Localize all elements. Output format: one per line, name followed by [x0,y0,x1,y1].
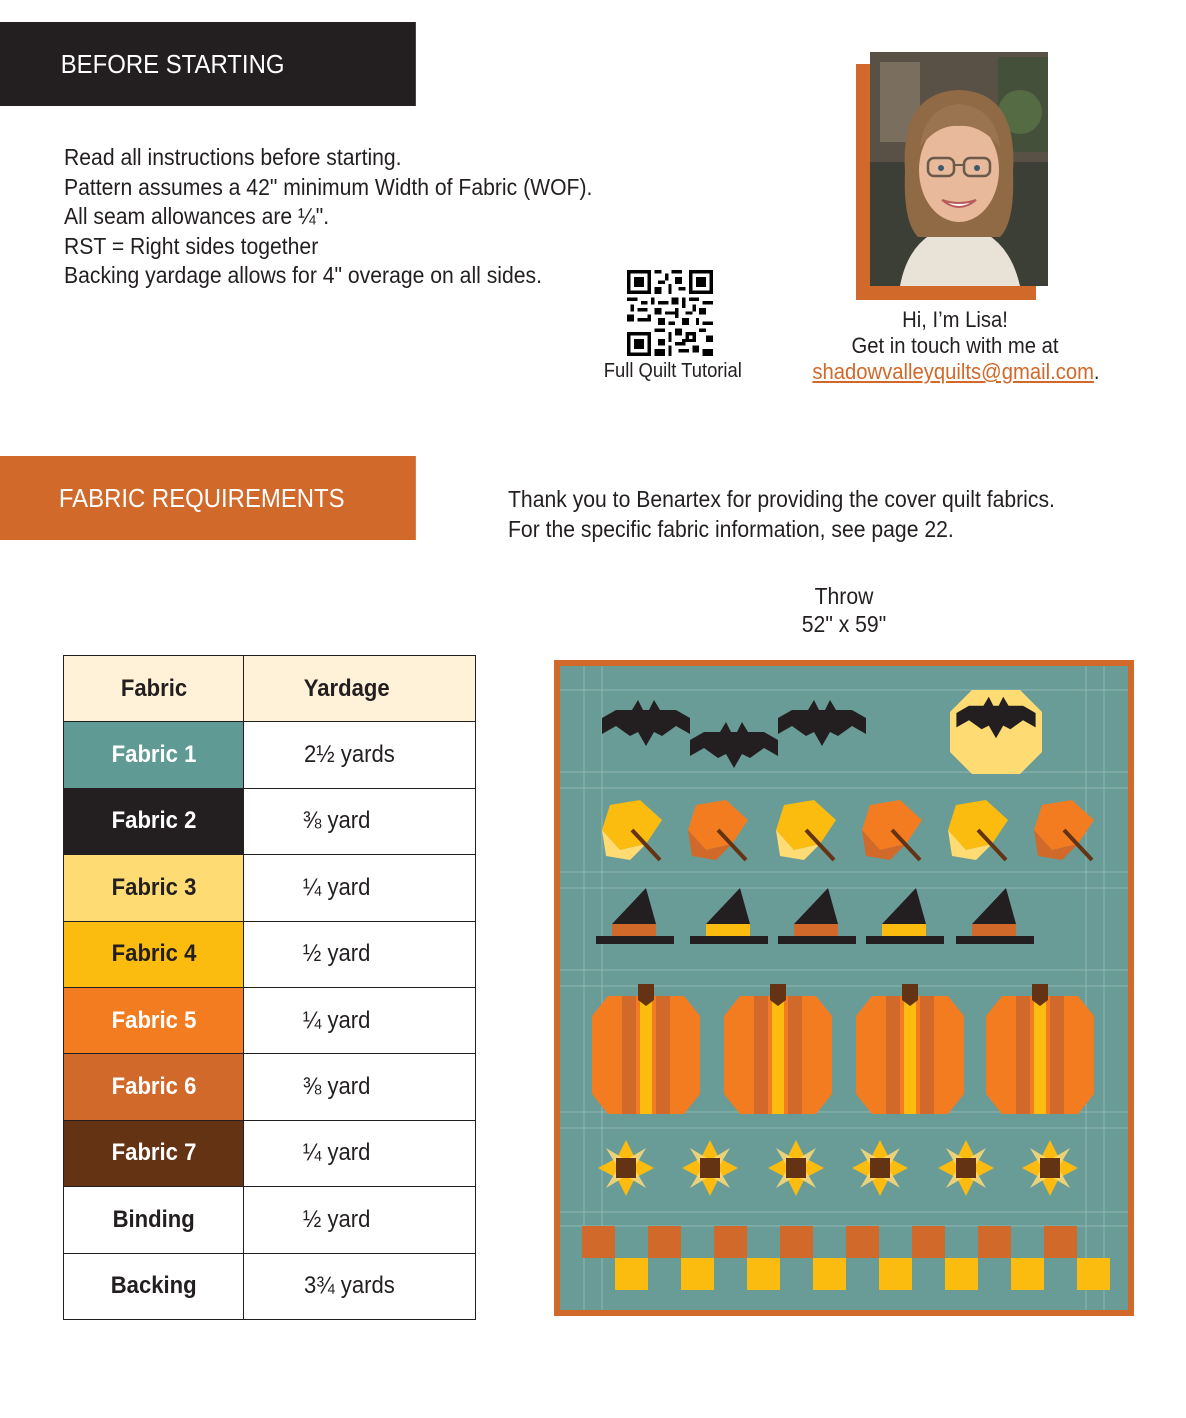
pumpkin-stripe [886,996,900,1114]
sunflower-center [786,1158,806,1178]
checker-square [747,1258,780,1290]
sunflower-center [956,1158,976,1178]
table-row [64,1253,476,1319]
checker-square [648,1226,681,1258]
instruction-line: All seam allowances are ¼". [64,203,330,229]
witch-hat-brim [866,936,944,944]
sunflower-center [616,1158,636,1178]
thanks-line: Thank you to Benartex for providing the cover quilt fabrics. [508,486,1055,512]
pumpkin-stripe [788,996,802,1114]
table-header-row [64,656,476,722]
yardage-cell: ¼ yard [244,987,476,1053]
checker-square [813,1258,846,1290]
size-name: Throw [814,583,874,609]
qr-caption: Full Quilt Tutorial [603,360,742,382]
instructions-list [64,143,592,291]
checker-square [912,1226,945,1258]
fabric-name-cell: Fabric 4 [64,921,244,987]
pumpkin-stripe [920,996,934,1114]
witch-hat-brim [596,936,674,944]
instruction-line: Pattern assumes a 42" minimum Width of Fabric (WOF). [64,173,593,200]
sunflower-center [700,1158,720,1178]
witch-hat-brim [778,936,856,944]
checker-square [846,1226,879,1258]
table-row [64,722,476,788]
checker-square [681,1258,714,1290]
yardage-cell: 3¾ yards [244,1253,476,1319]
table-row [64,921,476,987]
author-photo [870,52,1048,286]
yardage-cell: ¼ yard [244,1120,476,1186]
fabric-name-cell: Binding [64,1187,244,1253]
column-header-yardage: Yardage [244,656,476,722]
table-row [64,788,476,854]
checker-square [780,1226,813,1258]
pumpkin-stripe [1034,996,1046,1114]
witch-hat-band [882,924,926,936]
fabric-name-cell: Fabric 3 [64,855,244,921]
witch-hat-brim [956,936,1034,944]
pumpkin-stripe [1050,996,1064,1114]
table-row [64,855,476,921]
instruction-line: RST = Right sides together [64,232,319,259]
fabric-name-cell: Fabric 6 [64,1054,244,1120]
pumpkin-stripe [754,996,768,1114]
column-header-fabric: Fabric [64,656,244,722]
pumpkin-stripe [622,996,636,1114]
contact-line: Get in touch with me at [851,333,1059,358]
fabric-name-cell: Fabric 1 [64,722,244,788]
fabric-requirements-banner [0,456,416,540]
sunflower-center [1040,1158,1060,1178]
pumpkin-stripe [640,996,652,1114]
instruction-line: Read all instructions before starting. [64,144,402,170]
witch-hat-band [794,924,838,936]
fabric-name-cell: Backing [64,1253,244,1319]
checker-square [582,1226,615,1258]
checker-square [714,1226,747,1258]
size-dimensions: 52" x 59" [801,611,887,637]
before-starting-banner [0,22,416,106]
thanks-line: For the specific fabric information, see page 22. [508,516,954,542]
section-heading: FABRIC REQUIREMENTS [58,483,345,513]
table-row [64,1120,476,1186]
qr-code-icon[interactable] [627,270,713,356]
fabric-name-cell: Fabric 5 [64,987,244,1053]
greeting: Hi, I’m Lisa! [902,307,1008,332]
table-row [64,1054,476,1120]
instruction-line: Backing yardage allows for 4" overage on all sides. [64,262,543,288]
fabric-name-cell: Fabric 2 [64,788,244,854]
fabric-name-cell: Fabric 7 [64,1120,244,1186]
pumpkin-stripe [1016,996,1030,1114]
checker-square [945,1258,978,1290]
yardage-cell: ¼ yard [244,855,476,921]
checker-square [879,1258,912,1290]
witch-hat-band [706,924,750,936]
witch-hat-brim [690,936,768,944]
section-heading: BEFORE STARTING [60,49,285,79]
table-row [64,987,476,1053]
yardage-cell: 2½ yards [244,722,476,788]
pumpkin-stripe [904,996,916,1114]
pumpkin-stripe [656,996,670,1114]
author-contact [812,307,1100,385]
yardage-cell: ⅜ yard [244,788,476,854]
checker-square [615,1258,648,1290]
quilt-illustration [554,660,1134,1316]
sunflower-center [870,1158,890,1178]
checker-square [1011,1258,1044,1290]
email-suffix: . [1093,359,1100,384]
quilt-size-label [752,582,936,638]
thanks-text [508,484,1055,544]
pumpkin-stripe [772,996,784,1114]
yardage-cell: ⅜ yard [244,1054,476,1120]
fabric-requirements-table [63,655,476,1320]
email-link[interactable]: shadowvalleyquilts@gmail.com [812,359,1094,384]
checker-square [978,1226,1011,1258]
yardage-cell: ½ yard [244,1187,476,1253]
witch-hat-band [612,924,656,936]
table-row [64,1187,476,1253]
checker-square [1077,1258,1110,1290]
checker-square [1044,1226,1077,1258]
yardage-cell: ½ yard [244,921,476,987]
witch-hat-band [972,924,1016,936]
